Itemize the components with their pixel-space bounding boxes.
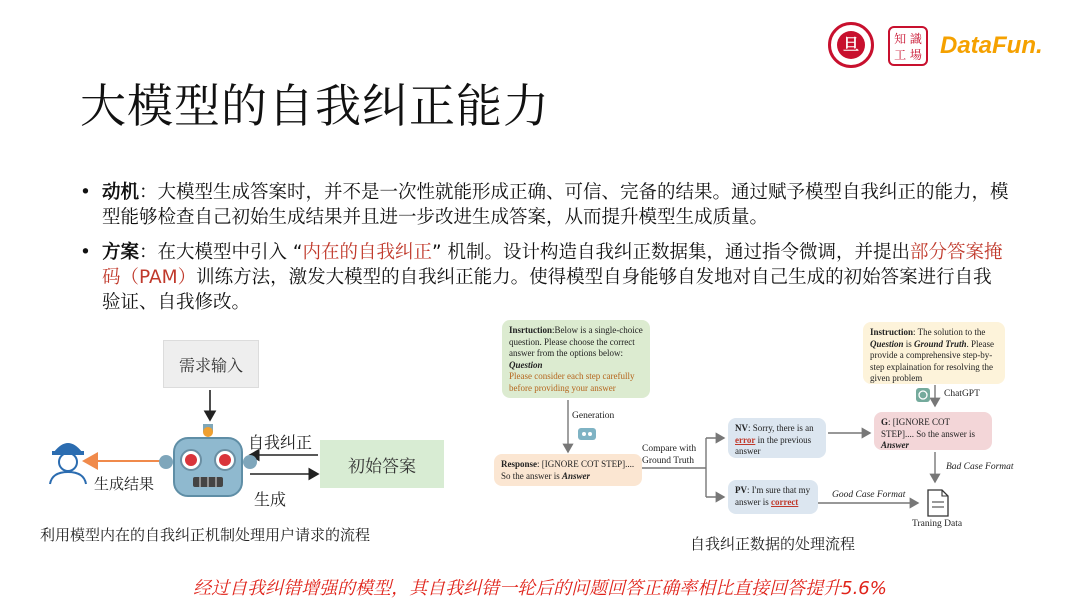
bullet-solution-head: 方案: [102, 242, 140, 263]
nv-error: error: [735, 434, 756, 445]
instruction2-text-b: is: [903, 338, 915, 349]
response-answer: Answer: [562, 470, 591, 481]
instruction2-text-a: : The solution to the: [913, 327, 986, 337]
bottom-note: 经过自我纠错增强的模型，其自我纠错一轮后的问题回答正确率相比直接回答提升5.6%: [193, 578, 887, 599]
instruction2-question: Question: [870, 338, 904, 349]
compare-label: Compare with Ground Truth: [642, 444, 697, 466]
response-text: : [IGNORE COT STEP].... So the answer is: [501, 459, 635, 481]
user-icon: [50, 443, 86, 484]
need-input-box: 需求输入: [163, 340, 259, 388]
good-case-label: Good Case Format: [832, 490, 906, 500]
bullet-solution-text-a: ：在大模型中引入 “: [139, 242, 303, 263]
robot-icon: [159, 424, 257, 496]
g-box: [874, 412, 992, 450]
g-answer: Answer: [881, 440, 910, 450]
bullet-solution-text-b: ” 机制。设计构造自我纠正数据集，通过指令微调，并提出: [432, 242, 910, 263]
pv-label: PV: [735, 485, 747, 495]
pv-box: [728, 480, 818, 514]
instruction2-box: [863, 322, 1005, 384]
pv-text-a: : I'm sure that my answer is: [735, 485, 811, 507]
bullet-motivation-head: 动机: [102, 182, 140, 203]
highlight-pam: 部分答案掩码（PAM）: [102, 242, 1003, 288]
chatgpt-icon: [916, 388, 930, 402]
generate-result-label: 生成结果: [94, 475, 155, 493]
datafun-logo: DataFun.: [940, 32, 1043, 59]
pv-correct: correct: [771, 496, 799, 507]
g-label: G: [881, 417, 889, 427]
self-correct-label: 自我纠正: [248, 433, 313, 452]
nv-text-b: in the previous answer: [735, 434, 812, 456]
left-caption: 利用模型内在的自我纠正机制处理用户请求的流程: [40, 526, 371, 544]
zhishi-logo-line2: 工 場: [894, 48, 922, 62]
bullet-solution-text-c: 训练方法，激发大模型的自我纠正能力。使得模型自身能够自发地对自己生成的初始答案进行自我验证、自我修改。: [102, 267, 992, 313]
instruction-box: [502, 320, 650, 398]
small-bot-icon: [578, 428, 596, 440]
chatgpt-label: ChatGPT: [944, 389, 980, 399]
generation-label: Generation: [572, 411, 615, 421]
instruction-label: Insrtuction: [509, 325, 553, 335]
instruction-text: :Below is a single-choice question. Please choose the correct answer from the options below:: [509, 325, 643, 358]
instruction2-text-c: . Please provide a comprehensive step-by-step explaination for resolving the given problem: [870, 338, 994, 383]
instruction-question: Question: [509, 359, 543, 370]
instruction2-ground-truth: Ground Truth: [914, 338, 967, 349]
right-caption: 自我纠正数据的处理流程: [690, 535, 856, 553]
bad-case-label: Bad Case Format: [946, 462, 1014, 472]
highlight-intrinsic-correction: 内在的自我纠正: [302, 242, 432, 263]
instruction-hint: Please consider each step carefully before providing your answer: [509, 371, 635, 393]
bullet-dot: •: [80, 242, 91, 263]
page-title: 大模型的自我纠正能力: [80, 79, 550, 133]
bullet-motivation-text: ：大模型生成答案时，并不是一次性就能形成正确、可信、完备的结果。通过赋予模型自我纠正的能力，模型能够检查自己初始生成结果并且进一步改进生成答案，从而提升模型生成质量。: [102, 182, 1009, 228]
nv-text-a: : Sorry, there is an: [748, 423, 814, 433]
g-text: : [IGNORE COT STEP].... So the answer is: [881, 417, 975, 439]
generate-label: 生成: [254, 490, 287, 509]
initial-answer-box: 初始答案: [320, 440, 444, 488]
zhishi-logo-line1: 知 識: [894, 32, 922, 46]
nv-label: NV: [735, 423, 748, 433]
training-data-label: Traning Data: [912, 519, 963, 529]
document-icon: [928, 490, 948, 516]
nv-box: [728, 418, 826, 458]
bullet-dot: •: [80, 182, 91, 203]
instruction2-label: Instruction: [870, 327, 914, 337]
response-box: [494, 454, 642, 486]
fudan-logo-char: 旦: [837, 31, 865, 59]
response-label: Response: [501, 459, 538, 469]
